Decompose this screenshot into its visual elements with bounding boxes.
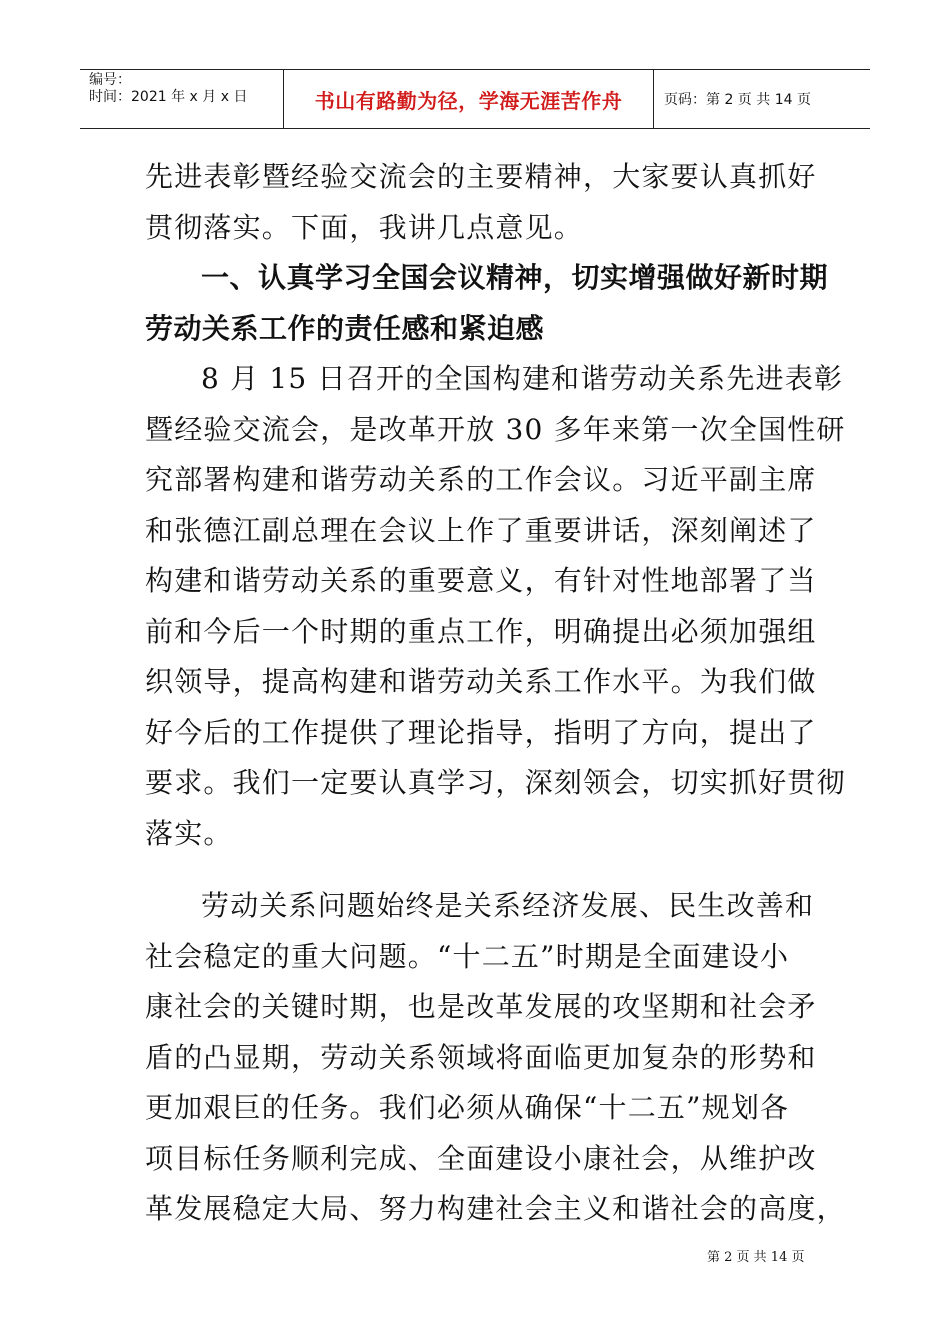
paragraph-line: 暨经验交流会，是改革开放 30 多年来第一次全国性研 <box>145 412 846 446</box>
paragraph-1 <box>145 354 846 859</box>
section-heading: 一、认真学习全国会议精神，切实增强做好新时期 <box>201 261 829 294</box>
paragraph-line: 要求。我们一定要认真学习，深刻领会，切实抓好贯彻 <box>145 766 846 799</box>
body-line: 先进表彰暨经验交流会的主要精神，大家要认真抓好 <box>145 160 817 193</box>
paragraph-line: 构建和谐劳动关系的重要意义，有针对性地部署了当 <box>145 564 817 597</box>
section-heading-continued: 劳动关系工作的责任感和紧迫感 <box>145 311 545 345</box>
paragraph-line: 好今后的工作提供了理论指导，指明了方向，提出了 <box>145 715 817 749</box>
document-date: 时间：2021 年 x 月 x 日 <box>89 89 248 105</box>
paragraph-line: 盾的凸显期，劳动关系领域将面临更加复杂的形势和 <box>145 1040 817 1074</box>
paragraph-gap <box>145 859 825 881</box>
paragraph-line: 社会稳定的重大问题。“十二五”时期是全面建设小 <box>145 939 790 973</box>
header-motto: 书山有路勤为径，学海无涯苦作舟 <box>283 70 654 128</box>
paragraph-line: 织领导，提高构建和谐劳动关系工作水平。为我们做 <box>145 665 817 698</box>
body-line: 贯彻落实。下面，我讲几点意见。 <box>145 210 584 244</box>
paragraph-line: 落实。 <box>145 816 233 850</box>
paragraph-line: 康社会的关键时期，也是改革发展的攻坚期和社会矛 <box>145 990 817 1023</box>
paragraph-line: 劳动关系问题始终是关系经济发展、民生改善和 <box>201 889 815 922</box>
paragraph-2 <box>145 881 846 1235</box>
paragraph-line: 项目标任务顺利完成、全面建设小康社会，从维护改 <box>145 1141 817 1175</box>
header-meta <box>80 70 283 128</box>
header-page-info: 页码：第 2 页 共 14 页 <box>664 92 811 108</box>
paragraph-line: 前和今后一个时期的重点工作，明确提出必须加强组 <box>145 614 817 648</box>
paragraph-line: 更加艰巨的任务。我们必须从确保“十二五”规划各 <box>145 1091 790 1124</box>
paragraph-line: 究部署构建和谐劳动关系的工作会议。习近平副主席 <box>145 463 817 496</box>
paragraph-line: 和张德江副总理在会议上作了重要讲话，深刻阐述了 <box>145 513 817 547</box>
document-number-label: 编号： <box>89 72 131 88</box>
page-header <box>80 69 870 129</box>
paragraph-line: 8 月 15 日召开的全国构建和谐劳动关系先进表彰 <box>201 362 844 395</box>
paragraph-line: 革发展稳定大局、努力构建社会主义和谐社会的高度， <box>145 1192 846 1225</box>
page-footer: 第 2 页 共 14 页 <box>707 1250 805 1265</box>
document-body <box>145 152 846 1235</box>
